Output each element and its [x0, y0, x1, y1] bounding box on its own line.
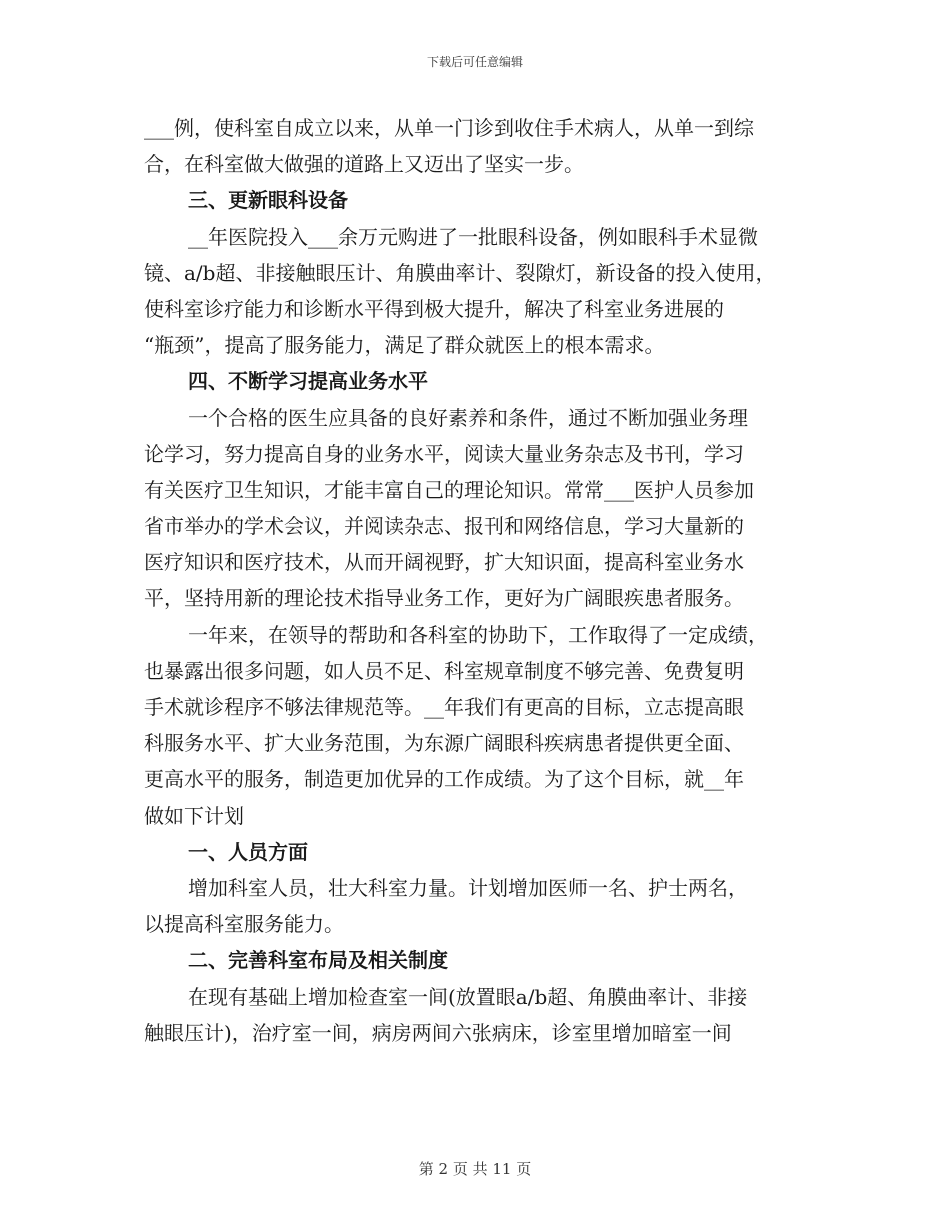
- paragraph-line: 一年来，在领导的帮助和各科室的协助下，工作取得了一定成绩，: [188, 622, 768, 647]
- paragraph-line: 更高水平的服务，制造更加优异的工作成绩。为了这个目标，就__年: [144, 767, 744, 792]
- paragraph-line: 合，在科室做大做强的道路上又迈出了坚实一步。: [144, 152, 584, 177]
- section-heading: 四、不断学习提高业务水平: [188, 369, 428, 394]
- paragraph-line: 在现有基础上增加检查室一间(放置眼a/b超、角膜曲率计、非接: [188, 984, 748, 1009]
- paragraph-line: 以提高科室服务能力。: [144, 912, 344, 937]
- paragraph-line: 科服务水平、扩大业务范围，为东源广阔眼科疾病患者提供更全面、: [144, 731, 744, 756]
- section-heading: 三、更新眼科设备: [188, 188, 348, 213]
- paragraph-line: 做如下计划: [144, 803, 244, 828]
- document-body: [144, 110, 814, 1051]
- paragraph-line: 论学习，努力提高自身的业务水平，阅读大量业务杂志及书刊，学习: [144, 441, 744, 466]
- paragraph-line: 有关医疗卫生知识，才能丰富自己的理论知识。常常___医护人员参加: [144, 477, 754, 502]
- section-heading: 二、完善科室布局及相关制度: [188, 948, 448, 973]
- page-number-footer: 第 2 页 共 11 页: [418, 1160, 532, 1178]
- paragraph-line: 增加科室人员，壮大科室力量。计划增加医师一名、护士两名，: [188, 875, 748, 900]
- paragraph-line: 触眼压计)，治疗室一间，病房两间六张病床，诊室里增加暗室一间: [144, 1020, 732, 1045]
- paragraph-line: 镜、a/b超、非接触眼压计、角膜曲率计、裂隙灯，新设备的投入使用，: [144, 260, 776, 285]
- paragraph-line: 一个合格的医生应具备的良好素养和条件，通过不断加强业务理: [188, 405, 748, 430]
- paragraph-line: ___例，使科室自成立以来，从单一门诊到收住手术病人，从单一到综: [144, 116, 754, 140]
- paragraph-line: __年医院投入___余万元购进了一批眼科设备，例如眼科手术显微: [188, 224, 758, 249]
- paragraph-line: 手术就诊程序不够法律规范等。__年我们有更高的目标，立志提高眼: [144, 695, 744, 719]
- paragraph-line: 平，坚持用新的理论技术指导业务工作，更好为广阔眼疾患者服务。: [144, 586, 744, 611]
- paragraph-line: 省市举办的学术会议，并阅读杂志、报刊和网络信息，学习大量新的: [144, 514, 744, 539]
- section-heading: 一、人员方面: [188, 839, 308, 864]
- paragraph-line: “瓶颈”，提高了服务能力，满足了群众就医上的根本需求。: [144, 333, 665, 358]
- page-header-note: 下载后可任意编辑: [426, 55, 523, 69]
- paragraph-line: 使科室诊疗能力和诊断水平得到极大提升，解决了科室业务进展的: [144, 296, 724, 321]
- paragraph-line: 医疗知识和医疗技术，从而开阔视野，扩大知识面，提高科室业务水: [144, 550, 744, 575]
- paragraph-line: 也暴露出很多问题，如人员不足、科室规章制度不够完善、免费复明: [144, 658, 744, 683]
